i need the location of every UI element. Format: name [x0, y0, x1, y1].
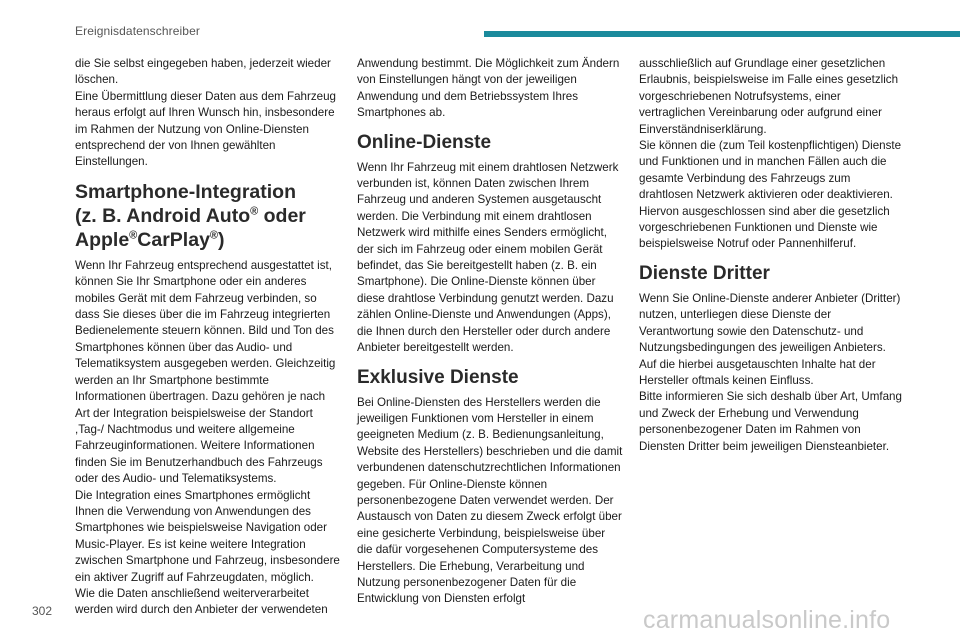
heading-dienste-dritter: Dienste Dritter — [639, 262, 770, 284]
paragraph-exklusiv: Bei Online-Diensten des Herstellers werden die jeweiligen Funktionen vom Hersteller in einem geeigneten Medium (z. B. Bedienungsanleitung, Website des Herstellers) beschrieben und die damit verbundenen datenschutzrechtlichen Informationen gegeben. Für Online-Dienste können personenbezogene Daten verwendet werden. Der Austausch von Daten zu diesem Zweck erfolgt über eine gesicherte Verbindung, beispielsweise über die dafür vorgesehenen Computersysteme des Herstellers. Die Erhebung, Verarbeitung und Nutzung personenbezogener Daten für die Entwicklung von Diensten erfolgt — [357, 395, 623, 606]
paragraph-dritter: Wenn Sie Online-Dienste anderer Anbieter (Dritter) nutzen, unterliegen diese Dienste der Verantwortung sowie den Datenschutz- und Nutzungsbedingungen des jeweiligen Anbieters. Auf die hierbei ausgetauschten Inhalte hat der Hersteller oftmals keinen Einfluss. Bitte informieren Sie sich deshalb über Art, Umfang und Zweck der Erhebung und Verwendung personenbezogener Daten im Rahmen von Diensten Dritter beim jeweiligen Diensteanbieter. — [639, 291, 902, 453]
heading-line-3-prefix: Apple — [75, 228, 130, 251]
column-2 — [357, 56, 623, 608]
paragraph-continued: Anwendung bestimmt. Die Möglichkeit zum Ändern von Einstellungen hängt von der jeweiligen Anwendung und dem Betriebssystem Ihres Smartphones ab. — [357, 57, 620, 120]
column-3 — [639, 56, 905, 455]
paragraph-online: Wenn Ihr Fahrzeug mit einem drahtlosen Netzwerk verbunden ist, können Daten zwischen Ihrem Fahrzeug und anderen Systemen ausgetauscht werden. Die Verbindung mit einem drahtlosen Netzwerk wird mithilfe eines Senders ermöglicht, der sich im Fahrzeug oder einem mobilen Gerät befindet, das Sie bereitgestellt haben (z. B. ein Smartphone). Die Online-Dienste können über diese drahtlose Verbindung genutzt werden. Dazu zählen Online-Dienste und Anwendungen (Apps), die Ihnen durch den Hersteller oder durch andere Anbieter bereitgestellt werden. — [357, 160, 619, 355]
header-accent-bar — [484, 31, 960, 37]
heading-line-1: Smartphone-Integration — [75, 180, 297, 203]
section-title: Ereignisdatenschreiber — [75, 24, 200, 38]
heading-line-2-prefix: (z. B. Android Auto — [75, 204, 251, 227]
paragraph-continued: ausschließlich auf Grundlage einer gesetzlichen Erlaubnis, beispielsweise im Falle eines gesetzlich vorgeschriebenen Notrufsystems, einer vertraglichen Vereinbarung oder aufgrund einer Einverständniserklärung. Sie können die (zum Teil kostenpflichtigen) Dienste und Funktionen und in manchen Fällen auch die gesamte Verbindung des Fahrzeugs zum drahtlosen Netzwerk aktivieren oder deaktivieren. Hiervon ausgeschlossen sind aber die gesetzlich vorgeschriebenen Funktionen und Dienste wie beispielsweise Notruf oder Pannenhilferuf. — [639, 57, 902, 251]
registered-mark: ® — [129, 229, 138, 242]
page-number: 302 — [32, 604, 53, 618]
heading-online-dienste: Online-Dienste — [357, 131, 492, 153]
watermark: carmanualsonline.info — [643, 606, 891, 634]
heading-smartphone-integration — [75, 180, 341, 252]
paragraph-intro: die Sie selbst eingegeben haben, jederzeit wieder löschen. Eine Übermittlung dieser Daten aus dem Fahrzeug heraus erfolgt auf Ihren Wunsch hin, insbesondere im Rahmen der Nutzung von Online-Diensten entsprechend der von Ihnen gewählten Einstellungen. — [75, 57, 336, 169]
heading-line-3-mid: CarPlay — [137, 228, 210, 251]
registered-mark: ® — [209, 229, 219, 242]
heading-line-3-suffix: ) — [218, 228, 225, 251]
registered-mark: ® — [250, 205, 259, 218]
column-1 — [75, 56, 341, 619]
paragraph-smartphone: Wenn Ihr Fahrzeug entsprechend ausgestattet ist, können Sie Ihr Smartphone oder ein anderes mobiles Gerät mit dem Fahrzeug verbinden, so dass Sie dieses über die im Fahrzeug integrierten Bedienelemente steuern können. Bild und Ton des Smartphones können über das Audio- und Telematiksystem ausgegeben werden. Gleichzeitig werden an Ihr Smartphone bestimmte Informationen übertragen. Dazu gehören je nach Art der Integration beispielsweise der Standort ,Tag-/ Nachtmodus und weitere allgemeine Fahrzeuginformationen. Weitere Informationen finden Sie im Benutzerhandbuch des Fahrzeugs oder des Audio- und Telematiksystems. Die Integration eines Smartphones ermöglicht Ihnen die Verwendung von Anwendungen des Smartphones wie beispielsweise Navigation oder Music-Player. Es ist keine weitere Integration zwischen Smartphone und Fahrzeug, insbesondere ein aktiver Zugriff auf Fahrzeugdaten, möglich. Wie die Daten anschließend weiterverarbeitet werden wird durch den Anbieter der verwendeten — [75, 258, 340, 617]
heading-line-2-suffix: oder — [258, 204, 306, 227]
heading-exklusive-dienste: Exklusive Dienste — [357, 366, 519, 388]
